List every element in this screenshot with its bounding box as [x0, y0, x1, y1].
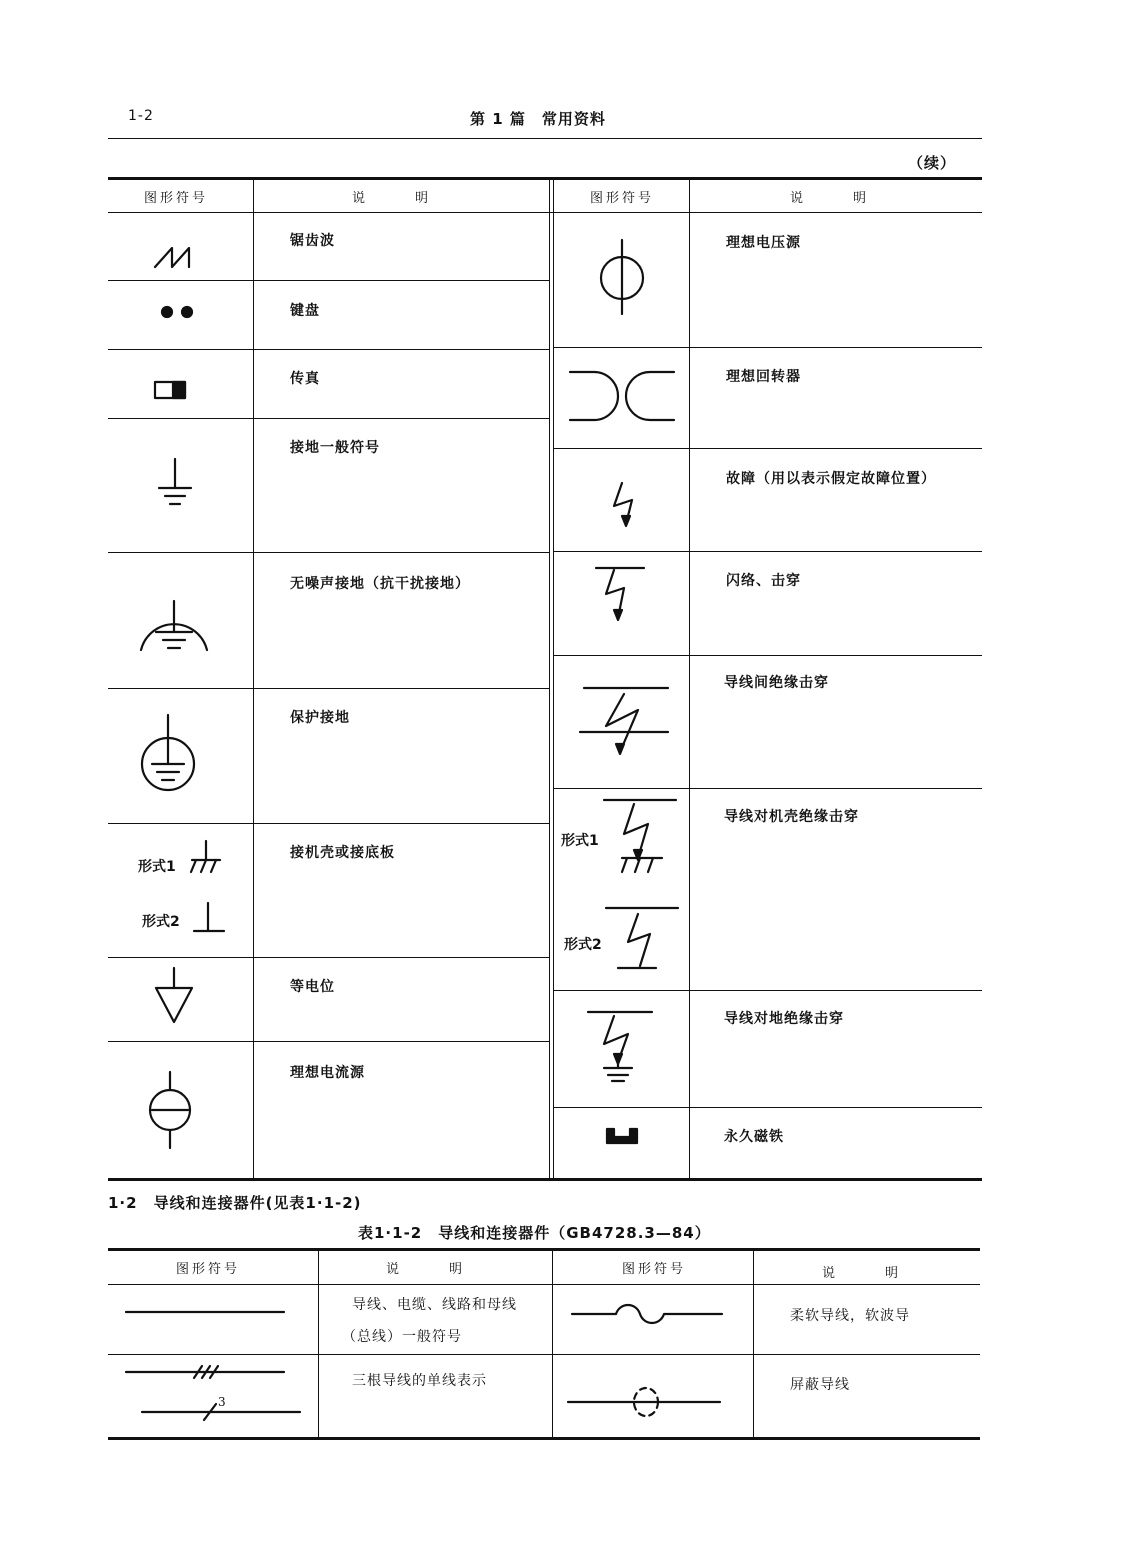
row-desc: 保护接地 [290, 710, 350, 726]
noiseless-ground-icon [134, 598, 214, 662]
row-desc: 故障（用以表示假定故障位置） [726, 471, 936, 487]
col-header-desc-right: 说 明 [790, 191, 875, 206]
section-title: 第 1 篇 常用资料 [470, 110, 606, 128]
header-rule [108, 138, 982, 139]
row-desc: （总线）一般符号 [342, 1329, 462, 1345]
row-desc: 无噪声接地（抗干扰接地） [290, 576, 470, 592]
row-desc: 导线对地绝缘击穿 [724, 1011, 844, 1027]
line-insulation-breakdown-icon [576, 684, 672, 764]
form2-label: 形式2 [564, 937, 602, 953]
ground-icon [150, 456, 200, 512]
row-desc: 理想电流源 [290, 1065, 365, 1081]
table-title: 表1·1-2 导线和连接器件（GB4728.3—84） [358, 1224, 711, 1242]
sawtooth-icon [150, 240, 200, 270]
col-header-symbol-left: 图形符号 [176, 1262, 241, 1277]
chassis-ground-icon [186, 838, 226, 878]
form2-label: 形式2 [142, 914, 180, 930]
row-desc: 导线对机壳绝缘击穿 [724, 809, 859, 825]
row-desc: 闪络、击穿 [726, 573, 801, 589]
row-desc: 三根导线的单线表示 [352, 1373, 487, 1389]
voltage-source-icon [596, 238, 648, 318]
chassis-ground-alt-icon [192, 900, 232, 936]
chassis-insulation-breakdown-icon [600, 796, 680, 876]
row-desc: 锯齿波 [290, 233, 335, 249]
row-desc: 柔软导线，软波导 [790, 1308, 910, 1324]
col-header-symbol-right: 图形符号 [590, 191, 655, 206]
col-header-symbol-right: 图形符号 [622, 1262, 687, 1277]
continued-label: （续） [908, 154, 957, 172]
earth-insulation-breakdown-icon [584, 1008, 654, 1084]
form1-label: 形式1 [138, 859, 176, 875]
col-header-symbol-left: 图形符号 [144, 191, 209, 206]
fax-icon [152, 378, 192, 402]
row-desc: 导线、电缆、线路和母线 [352, 1297, 517, 1313]
section-heading: 1·2 导线和连接器件(见表1·1-2) [108, 1194, 362, 1212]
three-conductors-icon [124, 1362, 304, 1424]
fault-icon [608, 480, 644, 530]
col-header-desc-left: 说 明 [386, 1262, 471, 1277]
form1-label: 形式1 [561, 833, 599, 849]
flashover-icon [592, 562, 652, 628]
protective-ground-icon [136, 712, 200, 794]
row-desc: 键盘 [290, 303, 320, 319]
flexible-conductor-icon [570, 1300, 726, 1330]
count-label: 3 [218, 1395, 226, 1409]
current-source-icon [144, 1070, 196, 1152]
conductor-line-icon [124, 1306, 288, 1318]
col-header-desc-right: 说 明 [822, 1266, 907, 1281]
equipotential-icon [150, 966, 200, 1028]
keyboard-icon [158, 302, 198, 322]
row-desc: 理想回转器 [726, 369, 801, 385]
chassis-insulation-breakdown-alt-icon [604, 904, 684, 974]
row-desc: 接机壳或接底板 [290, 845, 395, 861]
row-desc: 等电位 [290, 979, 335, 995]
row-desc: 屏蔽导线 [790, 1377, 850, 1393]
row-desc: 理想电压源 [726, 235, 801, 251]
page-number: 1-2 [128, 108, 154, 124]
row-desc: 传真 [290, 371, 320, 387]
shielded-conductor-icon [566, 1384, 726, 1420]
row-desc: 导线间绝缘击穿 [724, 675, 829, 691]
gyrator-icon [566, 366, 680, 426]
row-desc: 永久磁铁 [724, 1129, 784, 1145]
col-header-desc-left: 说 明 [352, 191, 437, 206]
permanent-magnet-icon [604, 1126, 644, 1148]
row-desc: 接地一般符号 [290, 440, 380, 456]
